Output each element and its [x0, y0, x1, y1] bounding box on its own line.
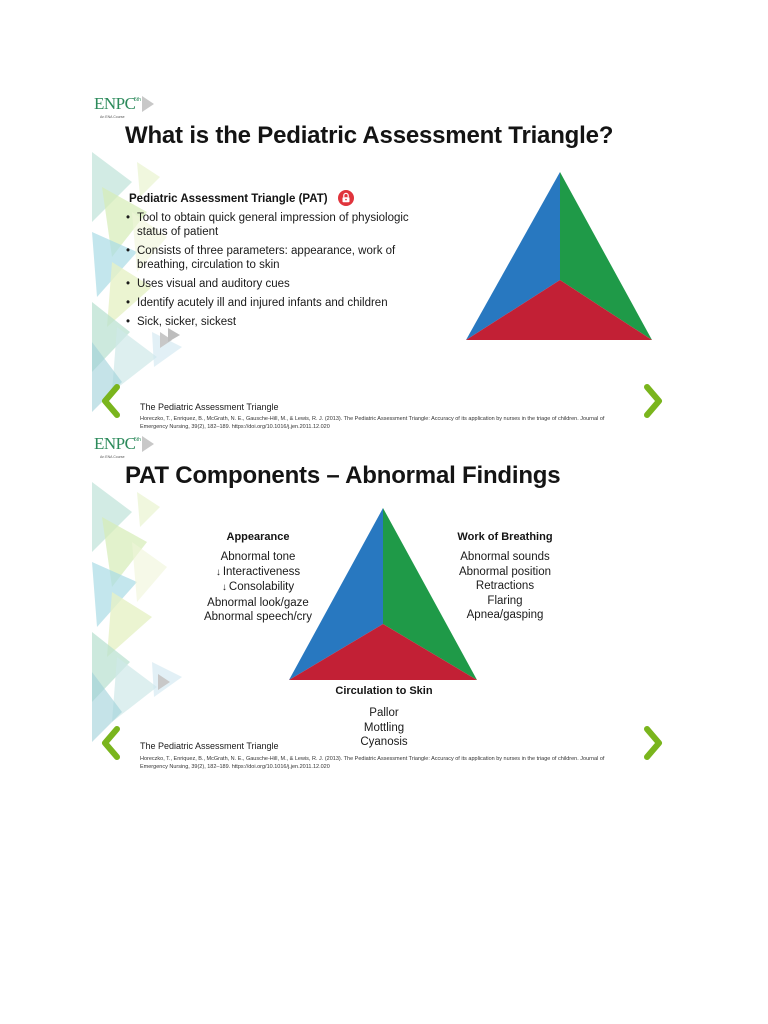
- previous-slide-button[interactable]: [100, 384, 122, 418]
- logo-edition: 5th: [134, 97, 141, 103]
- bullet-item: • Uses visual and auditory cues: [126, 277, 426, 291]
- bullet-item: • Tool to obtain quick general impression of physiologic status of patient: [126, 211, 426, 239]
- slide-pat-overview: [92, 92, 678, 432]
- finding-item: ↓ Consolability: [221, 581, 295, 593]
- chevron-right-icon: [642, 384, 664, 418]
- circulation-heading: Circulation to Skin: [335, 685, 433, 697]
- chevron-left-icon: [100, 726, 122, 760]
- footer-title: The Pediatric Assessment Triangle: [140, 402, 279, 412]
- down-arrow-icon: ↓: [215, 566, 221, 578]
- down-arrow-icon: ↓: [221, 582, 227, 593]
- logo-subtitle: An ENA Course: [100, 455, 125, 459]
- work-of-breathing-findings: [440, 550, 570, 623]
- slide-title: What is the Pediatric Assessment Triangle?: [125, 122, 614, 149]
- slide-pat-components: [92, 432, 678, 772]
- logo-text: ENPC: [94, 94, 136, 113]
- finding-item: Abnormal tone: [220, 551, 296, 563]
- logo-text: ENPC: [94, 434, 136, 453]
- finding-item: Abnormal position: [458, 565, 552, 578]
- bullet-item: • Identify acutely ill and injured infants and children: [126, 296, 426, 310]
- finding-item: Abnormal sounds: [460, 551, 550, 563]
- previous-slide-button[interactable]: [100, 726, 122, 760]
- finding-item: Abnormal speech/cry: [203, 611, 313, 623]
- circulation-findings: [334, 706, 434, 750]
- bullet-item: • Consists of three parameters: appearance, work of breathing, circulation to skin: [126, 244, 426, 272]
- enpc-logo: [94, 434, 158, 464]
- chevron-left-icon: [100, 384, 122, 418]
- appearance-findings: [190, 550, 326, 625]
- pat-bullet-list: [126, 211, 426, 334]
- reference-citation: Horeczko, T., Enriquez, B., McGrath, N. E., Gausche-Hill, M., & Lewis, R. J. (2013). The Pediatric Assessment Triangle: Accuracy of its application by nurses in the triage of children. Journal of Emergency Nursing, 39(2), 182–189. https://doi.org/10.1016/j.jen.2011.12.020: [140, 756, 605, 770]
- enpc-logo: [94, 94, 158, 124]
- finding-item: ↓ Interactiveness: [215, 565, 301, 578]
- finding-item: Cyanosis: [360, 736, 408, 748]
- work-of-breathing-heading: Work of Breathing: [457, 531, 553, 543]
- reference-citation: Horeczko, T., Enriquez, B., McGrath, N. E., Gausche-Hill, M., & Lewis, R. J. (2013). The Pediatric Assessment Triangle: Accuracy of its application by nurses in the triage of children. Journal of Emergency Nursing, 39(2), 182–189. https://doi.org/10.1016/j.jen.2011.12.020: [140, 416, 605, 430]
- finding-item: Retractions: [475, 580, 535, 592]
- finding-item: Apnea/gasping: [466, 609, 544, 621]
- next-slide-button[interactable]: [642, 726, 664, 760]
- bullet-item: • Sick, sicker, sickest: [126, 315, 426, 329]
- finding-item: Mottling: [363, 721, 405, 734]
- next-slide-button[interactable]: [642, 384, 664, 418]
- logo-subtitle: An ENA Course: [100, 115, 125, 119]
- chevron-right-icon: [642, 726, 664, 760]
- lock-icon: [338, 190, 354, 206]
- logo-edition: 5th: [134, 437, 141, 443]
- footer-title: The Pediatric Assessment Triangle: [140, 741, 279, 751]
- finding-item: Abnormal look/gaze: [207, 596, 309, 609]
- slide-title: PAT Components – Abnormal Findings: [125, 462, 561, 489]
- play-marker-icon: [168, 328, 180, 342]
- finding-item: Pallor: [369, 707, 399, 719]
- pat-triangle: [466, 172, 656, 342]
- finding-item: Flaring: [487, 594, 523, 607]
- appearance-heading: Appearance: [226, 531, 290, 543]
- pat-subheading: Pediatric Assessment Triangle (PAT): [129, 193, 328, 205]
